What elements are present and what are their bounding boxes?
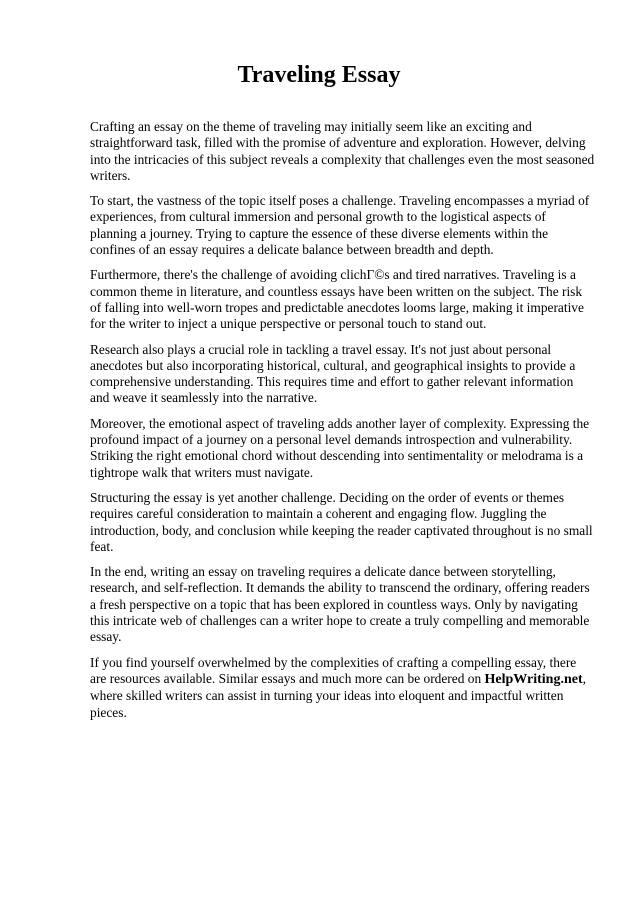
helpwriting-link[interactable]: HelpWriting.net <box>484 671 583 687</box>
page-title: Traveling Essay <box>237 62 401 88</box>
paragraph: In the end, writing an essay on traveling requires a delicate dance between storytelling, research, and self-reflection. It demands the ability to transcend the ordinary, offering readers a fresh perspective on a topic that has been explored in countless ways. Only by navigating this intricate web of challenges can a writer hope to create a truly compelling and memorable essay. <box>90 564 590 645</box>
essay-body <box>90 119 595 730</box>
paragraph: To start, the vastness of the topic itself poses a challenge. Traveling encompasses a myriad of experiences, from cultural immersion and personal growth to the logistical aspects of planning a journey. Trying to capture the essence of these diverse elements within the confines of an essay requires a delicate balance between breadth and depth. <box>90 193 590 258</box>
final-paragraph <box>90 655 595 721</box>
paragraph: Moreover, the emotional aspect of traveling adds another layer of complexity. Expressing the profound impact of a journey on a personal level demands introspection and vulnerability. Striking the right emotional chord without descending into sentimentality or melodrama is a tightrope walk that writers must navigate. <box>90 415 590 480</box>
final-paragraph-outro: , where skilled writers can assist in turning your ideas into eloquent and impactful written pieces. <box>90 670 586 720</box>
paragraph: Furthermore, there's the challenge of avoiding clichГ©s and tired narratives. Traveling is a common theme in literature, and countless essays have been written on the subject. The risk of falling into well-worn tropes and predictable anecdotes looms large, making it imperative for the writer to inject a unique perspective or personal touch to stand out. <box>90 267 584 332</box>
paragraph: Structuring the essay is yet another challenge. Deciding on the order of events or themes requires careful consideration to maintain a coherent and engaging flow. Juggling the introduction, body, and conclusion while keeping the reader captivated throughout is no small feat. <box>90 489 593 554</box>
paragraph: Research also plays a crucial role in tackling a travel essay. It's not just about personal anecdotes but also incorporating historical, cultural, and geographical insights to provide a comprehensive understanding. This requires time and effort to gather relevant information and weave it seamlessly into the narrative. <box>90 341 576 406</box>
final-paragraph-intro: If you find yourself overwhelmed by the complexities of crafting a compelling essay, there are resources available. Similar essays and much more can be ordered on <box>90 654 577 686</box>
paragraph: Crafting an essay on the theme of traveling may initially seem like an exciting and straightforward task, filled with the promise of adventure and exploration. However, delving into the intricacies of this subject reveals a complexity that challenges even the most seasoned writers. <box>90 119 595 183</box>
